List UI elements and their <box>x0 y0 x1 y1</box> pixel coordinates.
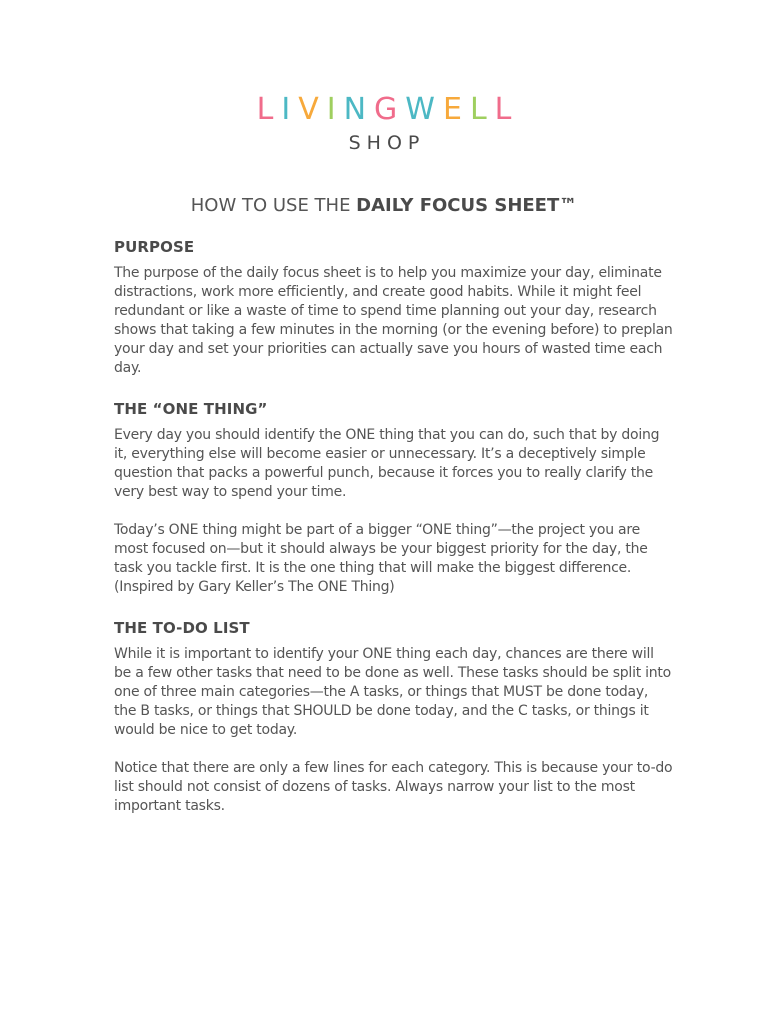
brand-letter: I <box>281 92 299 127</box>
brand-letter: W <box>405 92 443 127</box>
paragraph: The purpose of the daily focus sheet is to help you maximize your day, eliminate distractions, work more efficiently, and create good habits. While it might feel redundant or like a waste of time to spend time planning out your day, research shows that taking a few minutes in the morning (or the evening before) to preplan your day and set your priorities can actually save you hours of wasted time each day. <box>114 265 673 376</box>
brand-letter: V <box>298 92 327 127</box>
paragraph: Today’s ONE thing might be part of a bigger “ONE thing”—the project you are most focused on—but it should always be your biggest priority for the day, the task you tackle first. It is the one thing that will make the biggest difference. (Inspired by Gary Keller’s The ONE Thing) <box>114 522 648 595</box>
section-one-thing <box>114 398 674 597</box>
brand-letter: L <box>256 92 282 127</box>
section-heading: THE “ONE THING” <box>114 400 268 418</box>
page-title <box>0 194 768 218</box>
brand-logo <box>0 92 768 156</box>
paragraph: While it is important to identify your ONE thing each day, chances are there will be a few other tasks that need to be done as well. These tasks should be split into one of three main categories—the A tasks, or things that MUST be done today, the B tasks, or things that SHOULD be done today, and the C tasks, or things it would be nice to get today. <box>114 646 671 738</box>
brand-subtitle: SHOP <box>348 132 426 154</box>
section-to-do-list <box>114 617 674 816</box>
section-heading: PURPOSE <box>114 238 195 256</box>
brand-letter: L <box>469 92 495 127</box>
paragraph: Notice that there are only a few lines for each category. This is because your to-do list should not consist of dozens of tasks. Always narrow your list to the most important tasks. <box>114 760 673 814</box>
page-title-prefix: HOW TO USE THE <box>190 195 357 216</box>
brand-letter: L <box>494 92 520 127</box>
brand-letter: E <box>442 92 470 127</box>
brand-letter: N <box>343 92 375 127</box>
brand-letter: I <box>326 92 344 127</box>
section-heading: THE TO-DO LIST <box>114 619 250 637</box>
brand-wordmark <box>257 92 520 128</box>
brand-letter: G <box>374 92 406 127</box>
paragraph: Every day you should identify the ONE thing that you can do, such that by doing it, everything else will become easier or unnecessary. It’s a deceptively simple question that packs a powerful punch, because it forces you to really clarify the very best way to spend your time. <box>114 427 660 500</box>
document-body <box>114 236 674 836</box>
page-title-emphasis: DAILY FOCUS SHEET™ <box>356 195 578 216</box>
section-purpose <box>114 236 674 378</box>
